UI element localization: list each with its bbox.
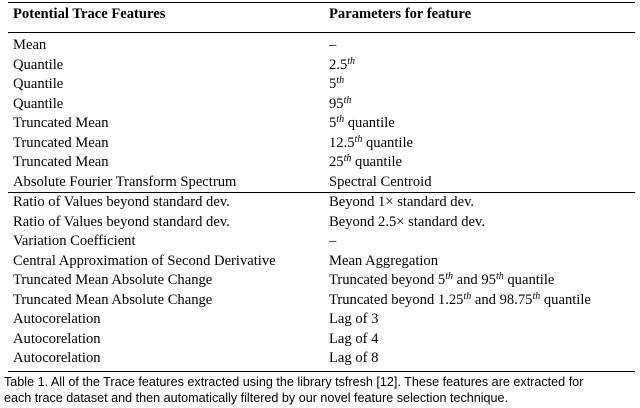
param-text: Lag of 8 [329, 350, 379, 366]
feature-cell: Ratio of Values beyond standard dev. [13, 213, 230, 230]
superscript-ordinal: th [343, 94, 352, 106]
param-text: Truncated beyond 1.25 [329, 291, 464, 308]
superscript-ordinal: th [336, 114, 345, 125]
params-cell [324, 153, 635, 173]
table-caption [4, 374, 636, 406]
param-text: 5 [329, 115, 337, 131]
superscript-ordinal: th [347, 55, 356, 67]
header-params: Parameters for feature [324, 3, 635, 33]
param-text: 25 [329, 154, 344, 170]
feature-cell: Variation Coefficient [13, 233, 136, 249]
params-cell [324, 330, 635, 350]
table-row [8, 271, 635, 291]
feature-cell: Ratio of Values beyond standard dev. [13, 194, 230, 210]
feature-cell: Truncated Mean Absolute Change [13, 272, 213, 288]
param-text: quantile [362, 134, 413, 151]
table-row [8, 173, 635, 193]
param-text: 2.5 [329, 56, 348, 73]
params-cell [324, 95, 635, 115]
feature-cell: Truncated Mean [13, 154, 109, 170]
table-row [8, 349, 635, 371]
params-cell [324, 193, 635, 213]
param-text: Lag of 4 [329, 330, 379, 347]
superscript-ordinal: th [495, 271, 504, 282]
table-row [8, 134, 635, 154]
superscript-ordinal: th [343, 153, 352, 164]
feature-cell: Truncated Mean Absolute Change [13, 291, 213, 308]
table-row [8, 252, 635, 272]
param-text: 5 [329, 76, 337, 92]
feature-cell: Mean [13, 37, 47, 53]
table-row [8, 56, 635, 76]
param-text: quantile [351, 154, 403, 170]
params-cell [324, 252, 635, 272]
params-cell [324, 134, 635, 154]
param-text: Truncated beyond 5 [329, 272, 446, 288]
table-row [8, 193, 635, 213]
table-row [8, 310, 635, 330]
superscript-ordinal: th [532, 290, 541, 302]
param-text: Spectral Centroid [329, 173, 432, 190]
params-cell [324, 291, 635, 311]
table-row [8, 291, 635, 311]
superscript-ordinal: th [354, 133, 363, 145]
param-text: quantile [344, 115, 395, 131]
table-row [8, 95, 635, 115]
param-text: and 98.75 [471, 291, 533, 308]
param-text: – [329, 233, 337, 249]
param-text: Beyond 2.5× standard dev. [329, 213, 486, 230]
param-text: 12.5 [329, 134, 355, 151]
param-text: and 95 [452, 272, 496, 288]
feature-table-container [8, 2, 635, 372]
params-cell [324, 173, 635, 193]
feature-cell: Quantile [13, 76, 64, 92]
superscript-ordinal: th [336, 75, 345, 86]
superscript-ordinal: th [445, 271, 453, 282]
params-cell [324, 310, 635, 330]
param-text: Beyond 1× standard dev. [329, 194, 475, 210]
caption-line-2: each trace dataset and then automatically filtered by our novel feature selection technique. [4, 391, 509, 405]
param-text: Mean Aggregation [329, 252, 439, 269]
header-feature: Potential Trace Features [8, 3, 324, 33]
feature-cell: Autocorelation [8, 349, 324, 371]
feature-cell: Truncated Mean [13, 134, 109, 151]
params-cell [324, 114, 635, 134]
trace-features-table [8, 2, 635, 372]
table-header-row [8, 3, 635, 33]
table-row [8, 33, 635, 56]
table-row [8, 213, 635, 233]
param-text: quantile [540, 291, 591, 308]
table-row [8, 330, 635, 350]
param-text: Lag of 3 [329, 311, 379, 327]
table-body [8, 33, 635, 372]
superscript-ordinal: th [463, 290, 472, 302]
table-row [8, 114, 635, 134]
params-cell [324, 213, 635, 233]
params-cell [324, 56, 635, 76]
table-row [8, 75, 635, 95]
param-text: 95 [329, 95, 344, 112]
feature-cell: Truncated Mean [13, 115, 109, 131]
table-row [8, 153, 635, 173]
feature-cell: Quantile [13, 56, 64, 73]
feature-cell: Autocorelation [13, 330, 101, 347]
feature-cell: Central Approximation of Second Derivative [13, 252, 276, 269]
params-cell [324, 232, 635, 252]
params-cell [324, 33, 635, 56]
table-row [8, 232, 635, 252]
params-cell [324, 75, 635, 95]
feature-cell: Quantile [13, 95, 64, 112]
feature-cell: Autocorelation [13, 311, 101, 327]
feature-cell: Absolute Fourier Transform Spectrum [8, 173, 324, 193]
params-cell [324, 349, 635, 371]
param-text: – [329, 37, 337, 53]
params-cell [324, 271, 635, 291]
caption-line-1: Table 1. All of the Trace features extracted using the library tsfresh [12]. These features are extracted for [4, 375, 584, 389]
param-text: quantile [503, 272, 555, 288]
